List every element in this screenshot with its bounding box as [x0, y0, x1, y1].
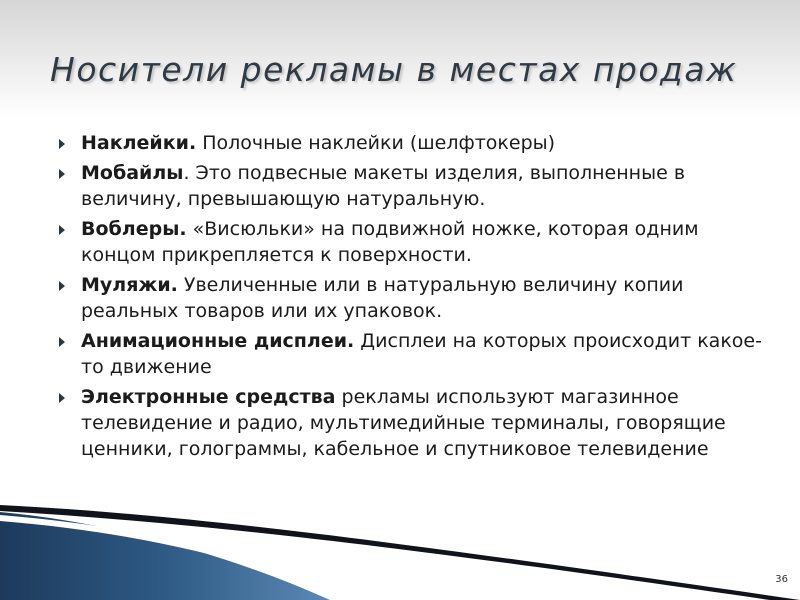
- page-number: 36: [775, 574, 788, 585]
- bullet-term: Анимационные дисплеи.: [81, 330, 355, 352]
- bullet-term: Электронные средства: [81, 386, 336, 408]
- bullet-text: Дисплеи на которых происходит какое-то движение: [81, 330, 762, 378]
- bullet-term: Наклейки.: [81, 132, 197, 154]
- slide-title: Носители рекламы в местах продаж: [50, 50, 738, 89]
- bullet-term: Муляжи.: [81, 274, 178, 296]
- bullet-text: Полочные наклейки (шелфтокеры): [196, 132, 556, 154]
- bullet-term: Мобайлы: [81, 162, 184, 184]
- bullet-text: Увеличенные или в натуральную величину копии реальных товаров или их упаковок.: [81, 274, 684, 322]
- bullet-term: Воблеры.: [81, 218, 187, 240]
- bullet-text: рекламы используют магазинное телевидение и радио, мультимедийные терминалы, говорящие ценники, голограммы, кабельное и спутниковое телевидение: [81, 386, 726, 460]
- bullet-text: «Висюльки» на подвижной ножке, которая одним концом прикрепляется к поверхности.: [81, 218, 699, 266]
- bullet-text: . Это подвесные макеты изделия, выполненные в величину, превышающую натуральную.: [81, 162, 686, 210]
